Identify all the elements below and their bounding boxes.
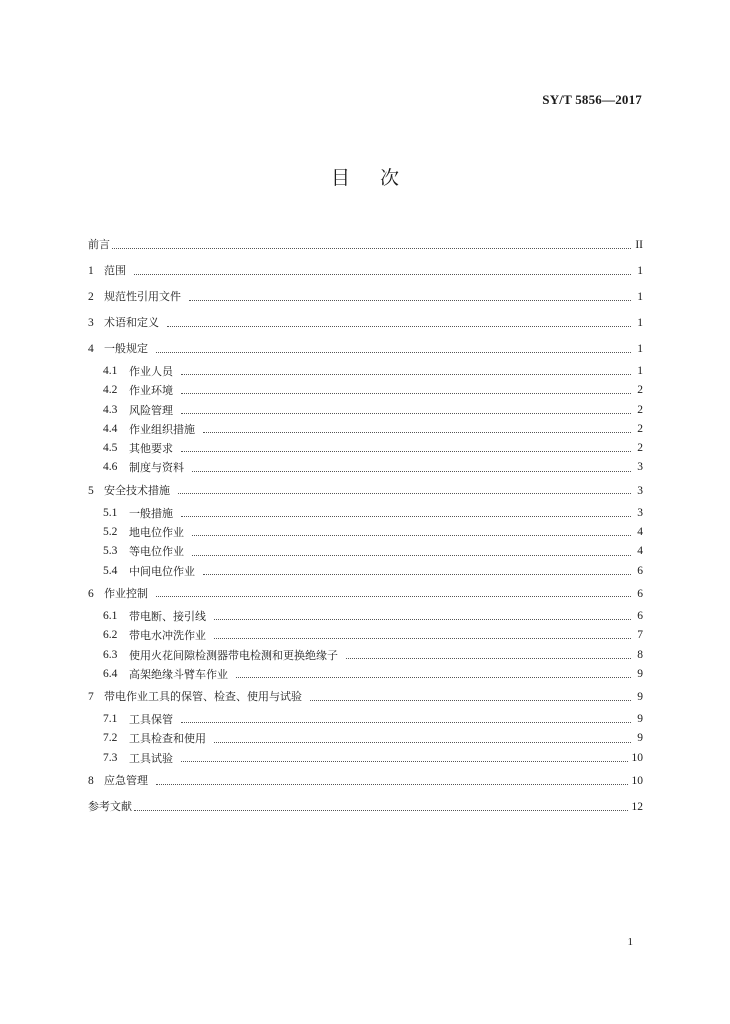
toc-entry-number: 7.1 (103, 713, 118, 726)
toc-entry-page: 6 (637, 564, 643, 577)
toc-entry-page: II (635, 239, 643, 251)
toc-entry-label: 等电位作业 (129, 545, 184, 559)
toc-entry-page: 1 (637, 365, 643, 377)
toc-leader-dots (178, 493, 631, 494)
toc-entry-number: 5.4 (103, 564, 118, 577)
toc-entry-number: 2 (88, 291, 94, 303)
toc-leader-dots (181, 374, 631, 375)
toc-entry-number: 4.6 (103, 461, 118, 474)
toc-entry (88, 478, 643, 504)
toc-leader-dots (181, 451, 631, 452)
toc-leader-dots (214, 638, 631, 639)
standard-code: SY/T 5856—2017 (542, 92, 642, 107)
toc-entry-number: 4.5 (103, 442, 118, 455)
toc-entry (88, 607, 643, 626)
toc-entry-page: 10 (631, 751, 643, 764)
toc-entry-label: 作业控制 (104, 586, 148, 600)
toc-entry-label: 工具试验 (129, 751, 173, 765)
toc-leader-dots (214, 742, 631, 743)
toc-leader-dots (192, 555, 631, 556)
toc-entry-page: 2 (637, 403, 643, 416)
toc-entry-page: 7 (637, 629, 643, 642)
toc-entry-number: 6.2 (103, 629, 118, 642)
toc-entry (88, 581, 643, 607)
toc-entry-number: 5.3 (103, 545, 118, 558)
table-of-contents (88, 232, 643, 820)
toc-entry (88, 523, 643, 542)
toc-entry (88, 310, 643, 336)
toc-leader-dots (181, 761, 628, 762)
toc-leader-dots (181, 413, 631, 414)
toc-entry (88, 362, 643, 381)
toc-leader-dots (134, 810, 628, 811)
toc-entry-page: 1 (637, 265, 643, 277)
toc-entry-number: 6.1 (103, 609, 118, 622)
toc-entry (88, 794, 643, 820)
toc-entry (88, 710, 643, 729)
toc-entry-page: 9 (637, 713, 643, 726)
toc-entry-page: 8 (637, 648, 643, 661)
toc-entry (88, 562, 643, 581)
toc-entry-label: 带电断、接引线 (129, 609, 206, 623)
toc-entry (88, 420, 643, 439)
toc-entry-number: 4 (88, 343, 94, 355)
toc-entry (88, 439, 643, 458)
toc-entry-label: 其他要求 (129, 442, 173, 456)
toc-entry-label: 使用火花间隙检测器带电检测和更换绝缘子 (129, 648, 338, 662)
toc-entry-page: 6 (637, 609, 643, 622)
page-number: 1 (627, 936, 633, 948)
toc-entry-page: 1 (637, 291, 643, 303)
toc-entry-page: 9 (637, 732, 643, 745)
toc-entry-number: 5 (88, 484, 94, 497)
toc-entry-label: 制度与资料 (129, 461, 184, 475)
toc-entry-label: 中间电位作业 (129, 564, 195, 578)
toc-entry-number: 7.2 (103, 732, 118, 745)
toc-entry-label: 范围 (104, 264, 126, 277)
toc-leader-dots (203, 574, 631, 575)
toc-entry (88, 381, 643, 400)
toc-entry-number: 5.1 (103, 506, 118, 519)
toc-entry (88, 665, 643, 684)
toc-entry-label: 应急管理 (104, 774, 148, 788)
toc-leader-dots (112, 248, 631, 249)
toc-entry-number: 4.4 (103, 422, 118, 435)
toc-entry (88, 336, 643, 362)
toc-leader-dots (236, 677, 631, 678)
toc-entry-label: 术语和定义 (104, 316, 159, 329)
toc-leader-dots (203, 432, 631, 433)
toc-entry-number: 3 (88, 317, 94, 329)
toc-entry-page: 2 (637, 442, 643, 455)
toc-entry-page: 9 (637, 667, 643, 680)
toc-entry-page: 2 (637, 422, 643, 435)
toc-entry-page: 3 (637, 461, 643, 474)
toc-entry-label: 高架绝缘斗臂车作业 (129, 667, 228, 681)
toc-entry (88, 542, 643, 561)
toc-leader-dots (189, 300, 631, 301)
toc-entry (88, 626, 643, 645)
toc-entry-number: 4.1 (103, 365, 118, 377)
toc-entry-number: 1 (88, 265, 94, 277)
toc-entry-label: 风险管理 (129, 403, 173, 417)
toc-entry (88, 729, 643, 748)
toc-entry-number: 7.3 (103, 751, 118, 764)
toc-entry-label: 安全技术措施 (104, 483, 170, 497)
toc-entry-label: 参考文献 (88, 800, 132, 814)
toc-entry-page: 3 (637, 484, 643, 497)
toc-entry (88, 749, 643, 768)
toc-entry-label: 作业环境 (129, 384, 173, 398)
toc-entry-page: 4 (637, 545, 643, 558)
page-title: 目次 (330, 167, 429, 189)
toc-leader-dots (181, 516, 631, 517)
toc-entry-page: 6 (637, 587, 643, 600)
toc-leader-dots (156, 784, 628, 785)
toc-entry-label: 工具保管 (129, 713, 173, 727)
toc-leader-dots (346, 658, 631, 659)
toc-entry-label: 工具检查和使用 (129, 732, 206, 746)
toc-entry-label: 带电作业工具的保管、检查、使用与试验 (104, 690, 302, 704)
toc-entry-page: 4 (637, 526, 643, 539)
toc-entry-page: 1 (637, 317, 643, 329)
toc-leader-dots (156, 352, 631, 353)
toc-entry-number: 4.3 (103, 403, 118, 416)
toc-entry-number: 8 (88, 775, 94, 788)
toc-entry-label: 一般措施 (129, 506, 173, 520)
toc-entry-number: 5.2 (103, 526, 118, 539)
toc-entry (88, 458, 643, 477)
toc-entry-number: 6.4 (103, 667, 118, 680)
toc-entry (88, 232, 643, 258)
toc-entry (88, 284, 643, 310)
toc-leader-dots (192, 471, 631, 472)
toc-leader-dots (134, 274, 631, 275)
toc-leader-dots (181, 722, 631, 723)
toc-entry-page: 12 (631, 801, 643, 814)
toc-entry-number: 4.2 (103, 384, 118, 397)
toc-entry-label: 作业人员 (129, 365, 173, 378)
toc-entry-label: 规范性引用文件 (104, 290, 181, 303)
toc-entry-page: 2 (637, 384, 643, 397)
toc-entry (88, 504, 643, 523)
toc-entry-label: 带电水冲洗作业 (129, 629, 206, 643)
toc-entry-page: 10 (631, 775, 643, 788)
toc-leader-dots (214, 619, 631, 620)
toc-leader-dots (181, 393, 631, 394)
toc-entry-number: 6.3 (103, 648, 118, 661)
toc-leader-dots (192, 535, 631, 536)
toc-entry (88, 401, 643, 420)
toc-leader-dots (167, 326, 631, 327)
toc-leader-dots (310, 700, 631, 701)
toc-entry-page: 1 (637, 343, 643, 355)
toc-entry (88, 768, 643, 794)
toc-entry-label: 作业组织措施 (129, 422, 195, 436)
toc-entry-number: 7 (88, 691, 94, 704)
toc-entry-page: 3 (637, 506, 643, 519)
toc-entry-label: 前言 (88, 238, 110, 251)
toc-entry (88, 258, 643, 284)
toc-entry-page: 9 (637, 691, 643, 704)
toc-leader-dots (156, 596, 631, 597)
toc-entry-label: 地电位作业 (129, 526, 184, 540)
toc-entry (88, 646, 643, 665)
toc-entry-label: 一般规定 (104, 342, 148, 355)
toc-entry (88, 684, 643, 710)
toc-entry-number: 6 (88, 587, 94, 600)
